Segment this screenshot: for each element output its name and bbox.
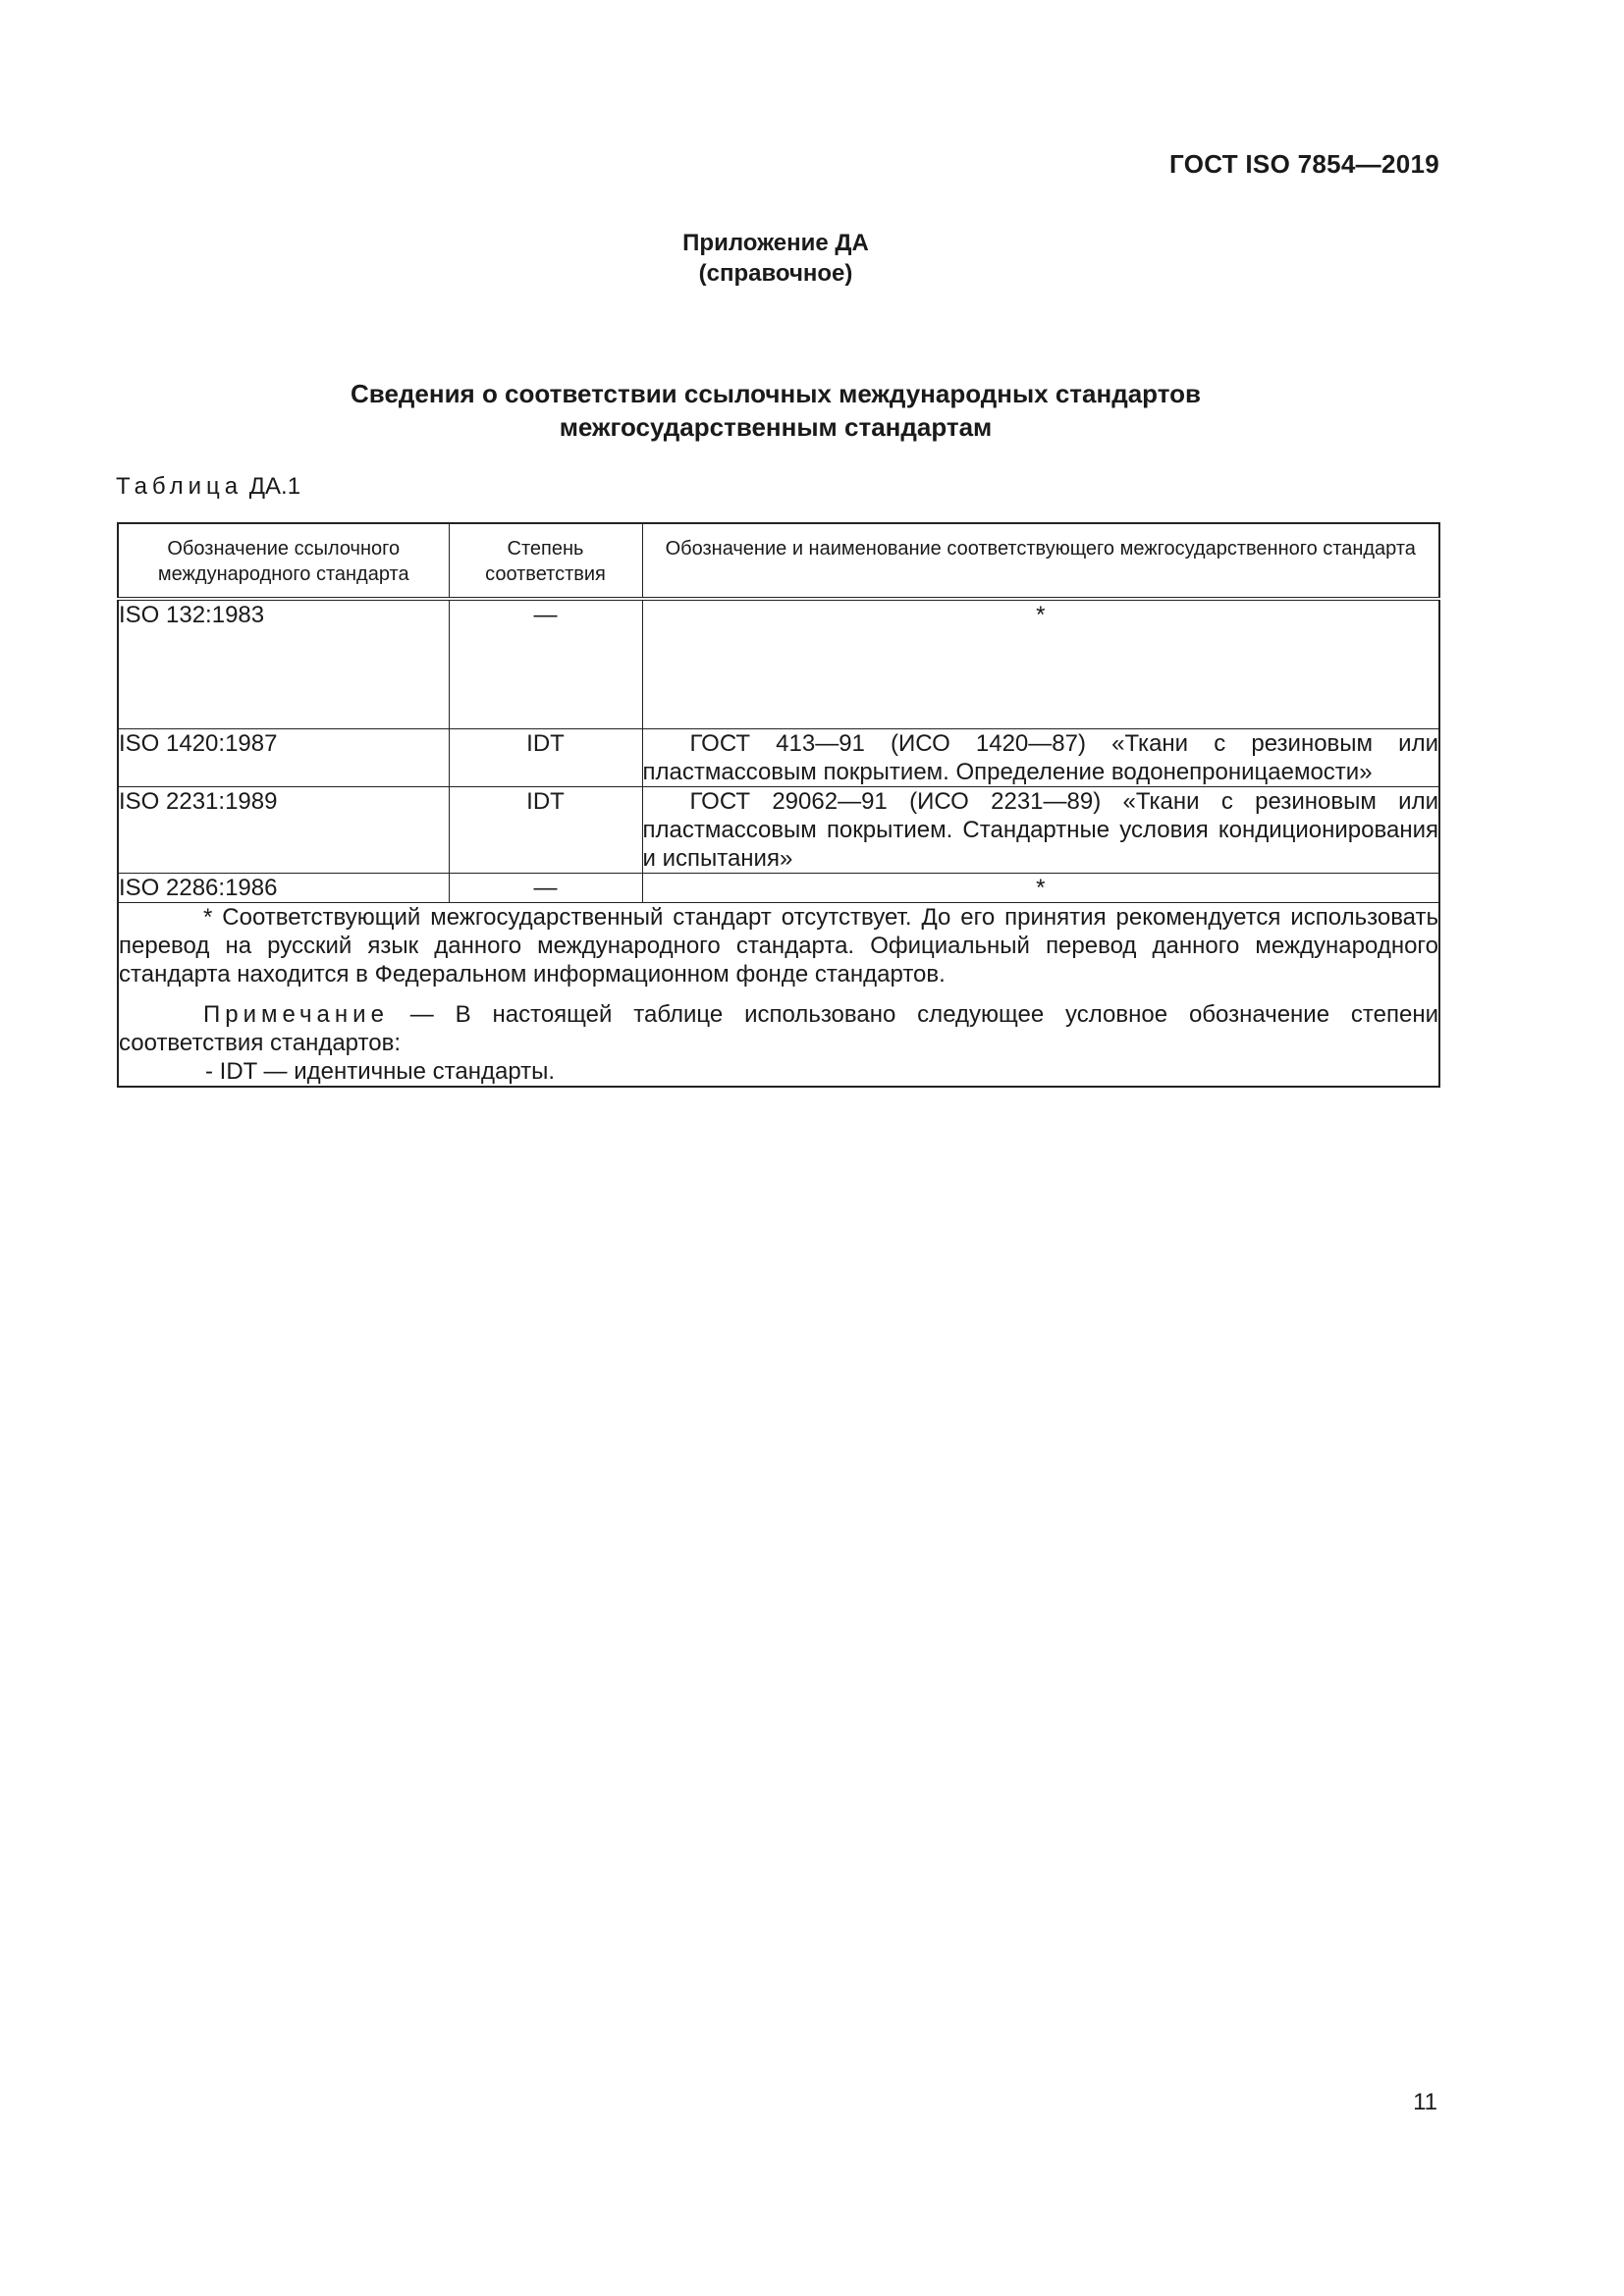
cell-degree: —: [449, 874, 642, 903]
table-notes: [118, 903, 1439, 1088]
annex-status: (справочное): [698, 260, 853, 287]
document-code: ГОСТ ISO 7854—2019: [1169, 149, 1439, 179]
table-note-label: Примечание: [203, 1001, 389, 1028]
table-caption-number: ДА.1: [248, 473, 301, 500]
table-note-text: — В настоящей таблице использовано следующее условное обозначение степени соответствия стандартов:: [119, 1001, 1438, 1056]
header-iso-designation: Обозначение ссылочного международного стандарта: [118, 523, 449, 599]
table-row: [118, 729, 1439, 787]
page-title-line-1: Сведения о соответствии ссылочных международных стандартов: [351, 379, 1201, 408]
cell-iso: ISO 2286:1986: [118, 874, 449, 903]
table-row: [118, 787, 1439, 874]
annex-title: Приложение ДА: [682, 230, 869, 256]
correspondence-table: [117, 522, 1440, 1088]
table-note: [119, 1000, 1438, 1057]
table-row: [118, 874, 1439, 903]
cell-standard: ГОСТ 29062—91 (ИСО 2231—89) «Ткани с резиновым или пластмассовым покрытием. Стандартные условия кондиционирования и испытания»: [642, 788, 1438, 872]
page-title-line-2: межгосударственным стандартам: [559, 412, 993, 442]
table-caption-label: Таблица: [116, 473, 244, 500]
cell-degree: IDT: [449, 729, 642, 787]
header-interstate-standard: Обозначение и наименование соответствующего межгосударственного стандарта: [642, 523, 1439, 599]
cell-iso: ISO 2231:1989: [118, 787, 449, 874]
table-caption: [116, 473, 300, 501]
cell-degree: —: [449, 599, 642, 729]
table-header-row: [118, 523, 1439, 599]
annex-heading: [0, 228, 1551, 289]
table-note-item: - IDT — идентичные стандарты.: [205, 1058, 556, 1085]
cell-standard: *: [642, 599, 1439, 729]
table-row: [118, 599, 1439, 729]
page-number: 11: [1413, 2089, 1437, 2115]
cell-iso: ISO 132:1983: [118, 599, 449, 729]
cell-degree: IDT: [449, 787, 642, 874]
page-title: [0, 377, 1551, 444]
table-notes-row: [118, 903, 1439, 1088]
header-degree: Степень соответствия: [449, 523, 642, 599]
cell-iso: ISO 1420:1987: [118, 729, 449, 787]
cell-standard: *: [642, 874, 1439, 903]
table-footnote: * Соответствующий межгосударственный стандарт отсутствует. До его принятия рекомендуется использовать перевод на русский язык данного международного стандарта. Официальный перевод данного международного стандарта находится в Федеральном информационном фонде стандартов.: [119, 904, 1438, 988]
cell-standard: ГОСТ 413—91 (ИСО 1420—87) «Ткани с резиновым или пластмассовым покрытием. Определение водонепроницаемости»: [642, 730, 1438, 785]
